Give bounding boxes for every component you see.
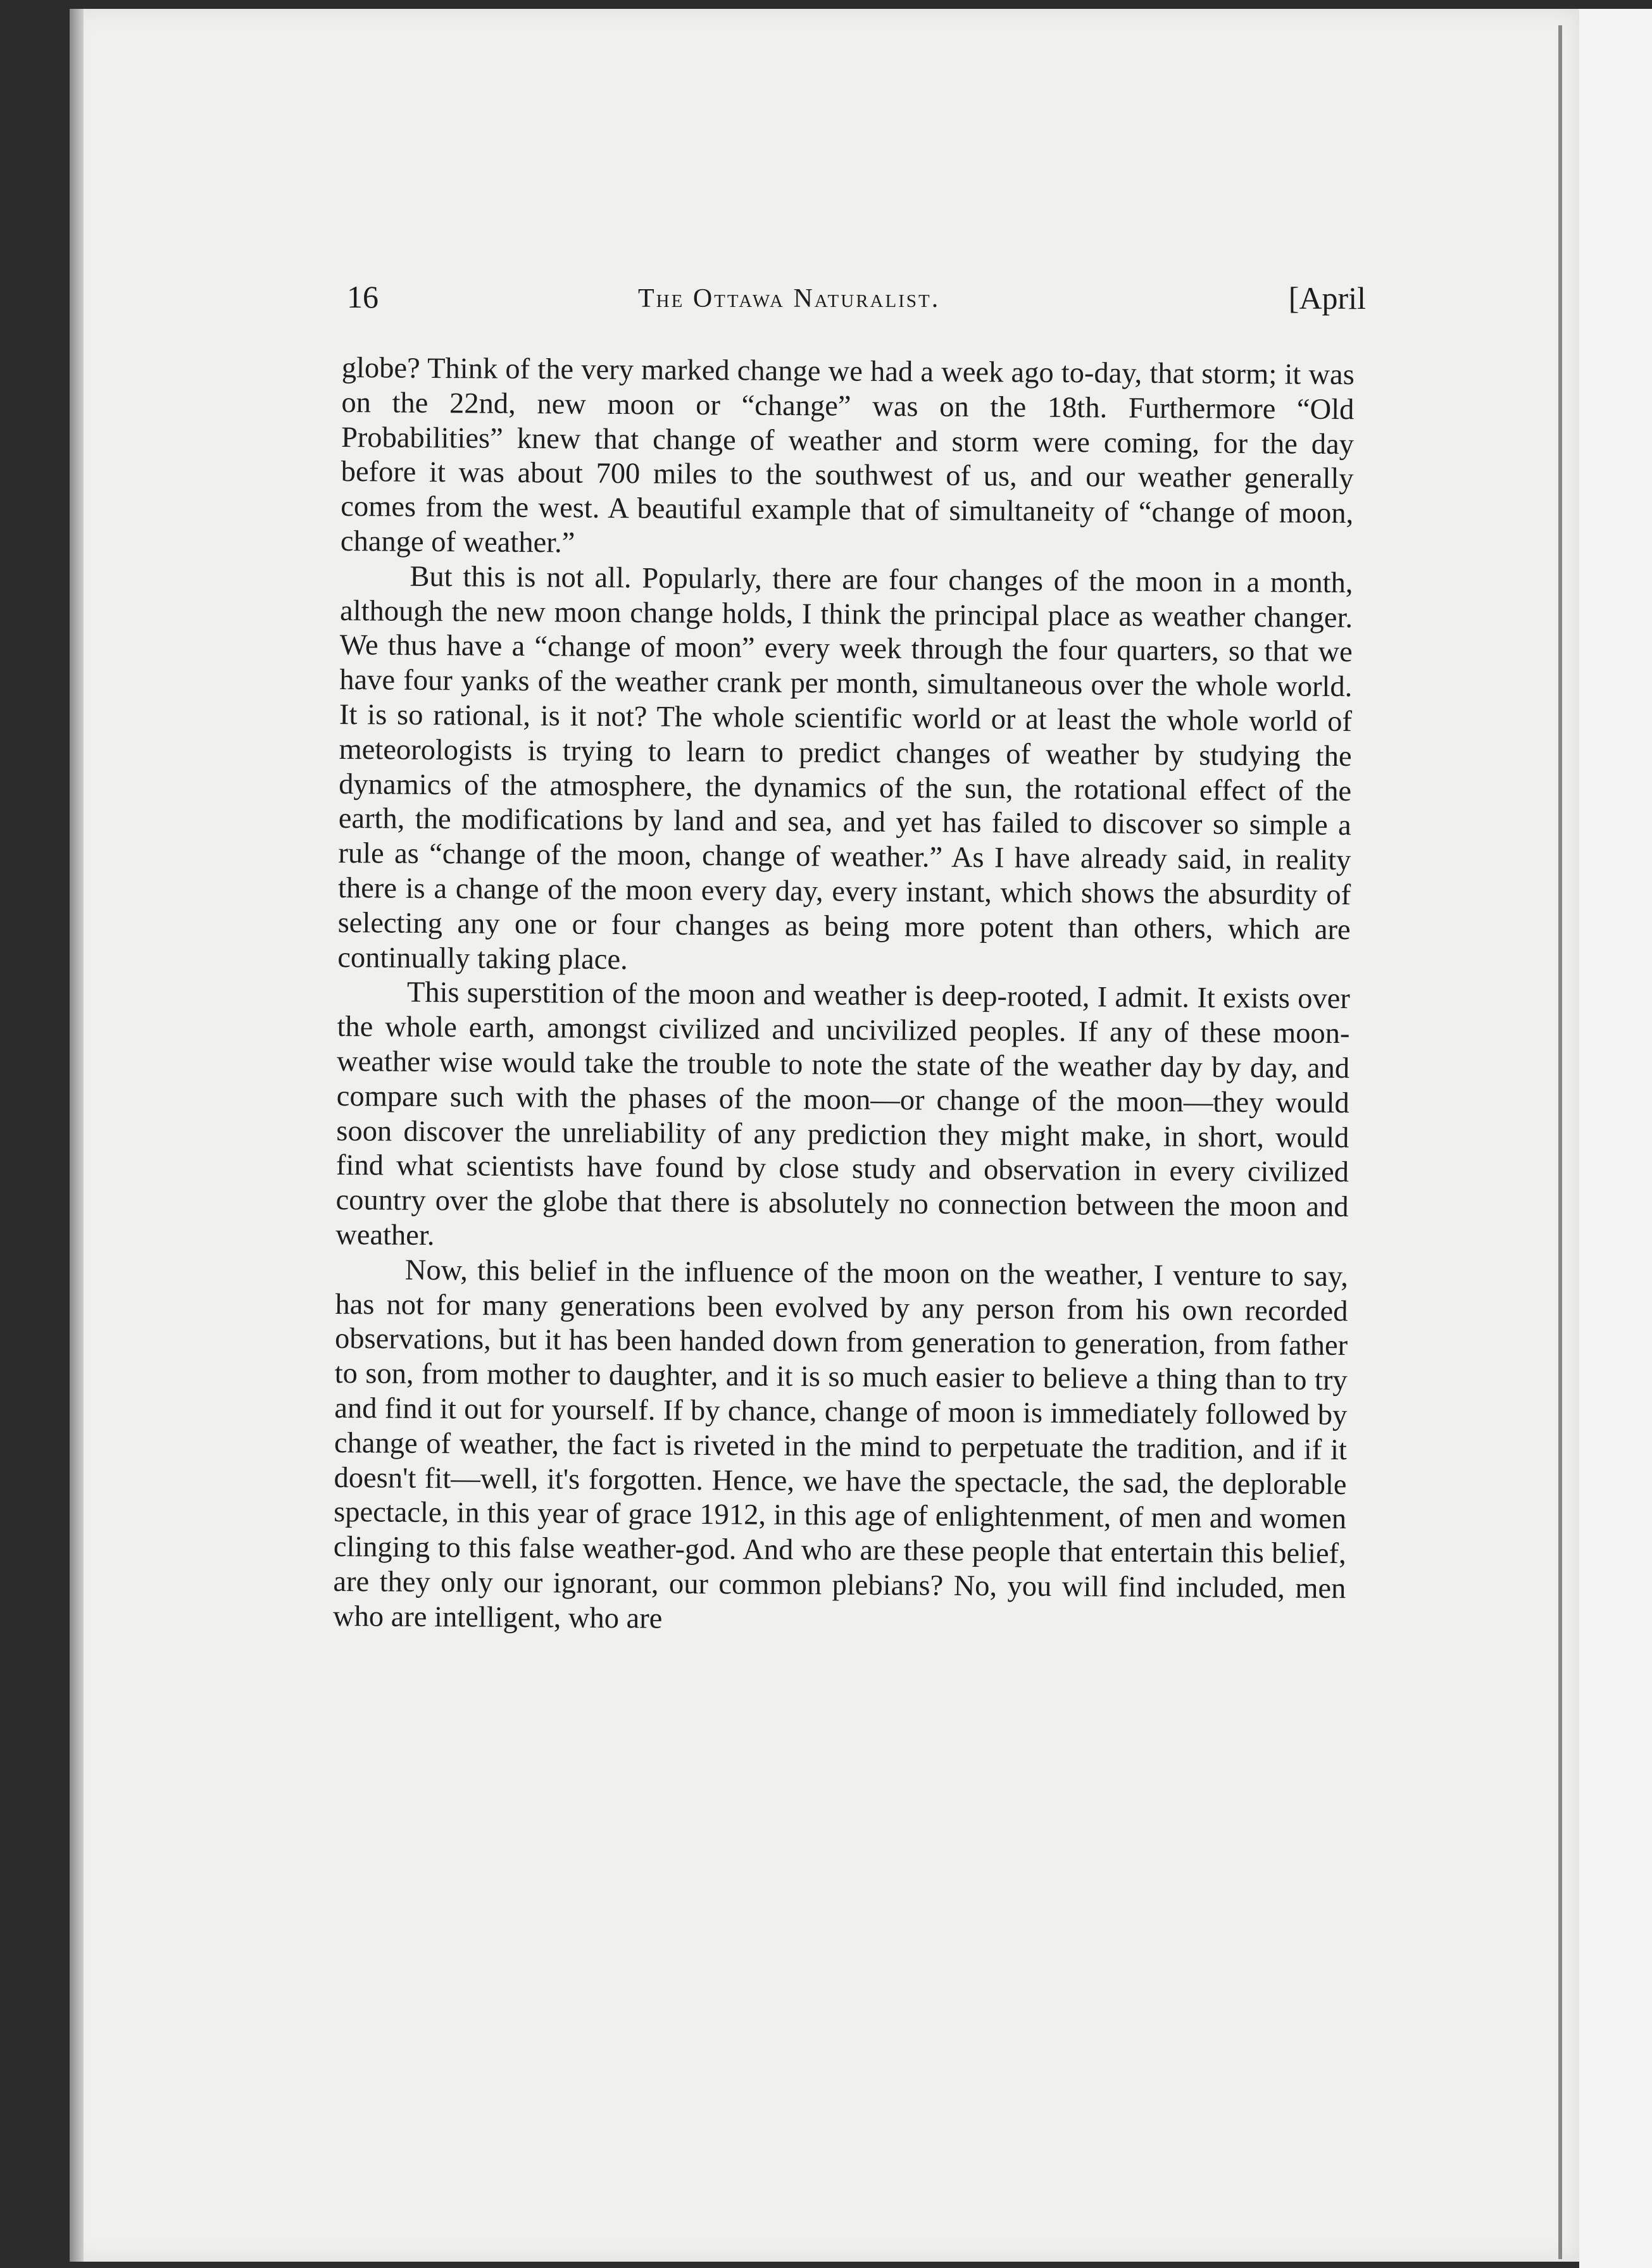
- paragraph: But this is not all. Popularly, there are four changes of the moon in a month, although the new moon change holds, I think the principal place as weather changer. We thus have a “change of moon” every week through the four quarters, so that we have four yanks of the weather crank per month, simultaneous over the whole world. It is so rational, is it not? The whole scientific world or at least the whole world of meteorologists is trying to learn to predict changes of weather by studying the dynamics of the atmosphere, the dynamics of the sun, the rotational effect of the earth, the modifications by land and sea, and yet has failed to discover so simple a rule as “change of the moon, change of weather.” As I have already said, in reality there is a change of the moon every day, every instant, which shows the absurdity of selecting any one or four changes as being more potent than others, which are continually taking place.: [337, 560, 1353, 976]
- journal-title: The Ottawa Naturalist.: [638, 284, 941, 313]
- issue-month: [April: [1288, 280, 1366, 316]
- paragraph: Now, this belief in the influence of the moon on the weather, I venture to say, has not for many generations been evolved by any person from his own recorded observations, but it has been handed down from generation to generation, from father to son, from mother to daughter, and it is so much easier to believe a thing than to try and find it out for yourself. If by chance, change of moon is immediately followed by change of weather, the fact is riveted in the mind to perpetuate the tradition, and if it doesn't fit—well, it's forgotten. Hence, we have the spectacle, the sad, the deplorable spectacle, in this year of grace 1912, in this age of enlightenment, of men and women clinging to this false weather-god. And who are these people that entertain this belief, are they only our ignorant, our common plebians? No, you will find included, men who are intelligent, who are: [332, 1254, 1349, 1635]
- page-number: 16: [347, 279, 379, 315]
- paragraph-continued: globe? Think of the very marked change we had a week ago to-day, that storm; it was on the 22nd, new moon or “change” was on the 18th. Furthermore “Old Probabilities” knew that change of weather and storm were coming, for the day before it was about 700 miles to the southwest of us, and our weather generally comes from the west. A beautiful example that of simultaneity of “change of moon, change of weather.”: [340, 352, 1355, 559]
- running-header: [347, 272, 1366, 323]
- paragraph: This superstition of the moon and weather is deep-rooted, I admit. It exists over the whole earth, amongst civilized and uncivilized peoples. If any of these moon-weather wise would take the trouble to note the state of the weather day by day, and compare such with the phases of the moon—or change of the moon—they would soon discover the unreliability of any prediction they might make, in short, would find what scientists have found by close study and observation in every civilized country over the globe that there is absolutely no connection between the moon and weather.: [335, 976, 1351, 1252]
- article-body: [333, 351, 1355, 1642]
- page-binding-edge: [70, 9, 84, 2262]
- adjacent-page-edge: [1579, 9, 1652, 2268]
- page-gutter-line: [1558, 25, 1562, 2259]
